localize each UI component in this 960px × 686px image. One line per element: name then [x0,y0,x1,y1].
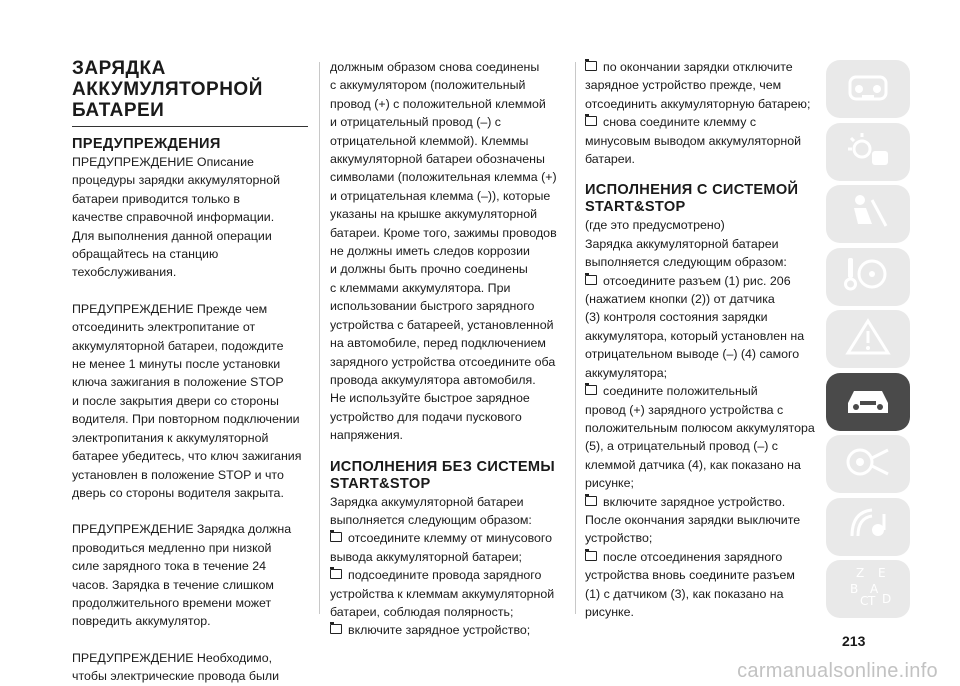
page-number: 213 [842,633,866,649]
text-line: аккумулятора, который установлен на [585,328,805,343]
car-dashboard-icon [842,65,894,114]
text-line: устройства к клеммам аккумуляторной [330,586,555,601]
bullet-item [585,113,823,168]
bullet-icon [585,116,597,126]
index-letter: B [850,581,859,596]
text-line: отрицательном выводе (–) (4) самого [585,347,800,362]
bullet-item [330,529,566,566]
text-line: по окончании зарядки отключите [603,60,793,74]
text-line: снова соедините клемму с [603,115,757,130]
text-line: процедуры зарядки аккумуляторной [72,173,281,188]
text-line: Зарядка аккумуляторной батареи [330,494,524,509]
bullet-item [330,566,566,621]
text-line: рисунке; [585,476,634,491]
index-letter: D [882,591,892,606]
text-line: ПРЕДУПРЕЖДЕНИЕ Необходимо, [72,650,273,665]
text-line: и отрицательная клемма (–)), которые [330,188,551,203]
text-line: аккумуляторной батареи обозначены [330,152,545,167]
bullet-item [585,548,823,622]
text-line: повредить аккумулятор. [72,614,211,629]
chapter-tab[interactable] [826,248,910,306]
index-letter: Z [856,565,865,580]
index-letter: T [868,593,876,608]
text-line: напряжения. [330,428,404,443]
text-line: батарее убедитесь, что ключ зажигания [72,449,302,464]
chapter-tab[interactable] [826,498,910,556]
text-line: отсоединить электропитание от [72,320,256,335]
text-line: БАТАРЕИ [72,100,165,121]
text-line: указаны на крышке аккумуляторной [330,207,538,222]
text-line: ЗАРЯДКА [72,58,166,79]
text-line: ключа зажигания в положение STOP [72,375,284,390]
chapter-tab[interactable] [826,123,910,181]
warning-paragraph [72,300,308,502]
text-line: должным образом снова соединены [330,60,540,74]
text-line: и отрицательный провод (–) с [330,115,502,130]
bullet-icon [585,551,597,561]
text-line: (5), а отрицательный провод (–) с [585,439,779,454]
text-line: зарядного устройства отсоедините оба [330,354,556,369]
index-letter: A [870,581,879,596]
bullet-item [585,58,823,113]
text-line: Зарядка аккумуляторной батареи [585,236,779,251]
text-line: Не используйте быстрое зарядное [330,391,530,406]
text-line: провода аккумулятора автомобиля. [330,372,536,387]
text-line: после отсоединения зарядного [603,549,783,564]
chapter-tab[interactable] [826,185,910,243]
text-line: минусовым выводом аккумуляторной [585,133,802,148]
text-line: не должны иметь следов коррозии [330,244,530,259]
text-line: часов. Зарядка в течение слишком [72,577,274,592]
text-line: выполняется следующим образом: [330,512,532,527]
watermark: carmanualsonline.info [737,660,938,682]
text-line: ПРЕДУПРЕЖДЕНИЕ Зарядка должна [72,522,292,537]
text-line: батареи. Кроме того, зажимы проводов [330,225,557,240]
warning-lights-icon [842,127,894,176]
text-line: провод (+) зарядного устройства с [585,402,784,417]
text-line: устройства с батареей, установленной [330,317,554,332]
text-line: качестве справочной информации. [72,210,275,225]
chapter-tab[interactable] [826,310,910,368]
bullet-icon [330,624,342,634]
column-right [585,58,823,621]
text-line: (нажатием кнопки (2)) от датчика [585,292,775,307]
text-line: ПРЕДУПРЕЖДЕНИЕ Прежде чем [72,301,268,316]
text-line: отрицательной клеммой). Клеммы [330,133,529,148]
text-line: ПРЕДУПРЕЖДЕНИЕ Описание [72,155,254,169]
text-line: и должны быть прочно соединены [330,262,528,277]
warning-paragraph [72,649,308,686]
text-line: устройство для подачи пускового [330,409,522,424]
text-line: электропитания к аккумуляторной [72,430,269,445]
text-line: батареи приводится только в [72,191,240,206]
index-letter: E [878,565,886,580]
section-heading-no-startstop [330,459,566,493]
bullet-icon [585,61,597,71]
text-line: включите зарядное устройство. [603,494,786,509]
text-line: Для выполнения данной операции [72,228,272,243]
text-line: батареи, соблюдая полярность; [330,604,514,619]
text-line: чтобы электрические провода были [72,669,280,684]
text-line: отсоединить аккумуляторную батарею; [585,96,811,111]
text-line: аккумулятора; [585,365,668,380]
text-line: техобслуживания. [72,265,177,280]
section-title [72,58,308,121]
title-rule [72,126,308,127]
text-line: устройства вновь соедините разъем [585,568,795,583]
text-line: символами (положительная клемма (+) [330,170,557,185]
emergency-triangle-icon [842,315,894,364]
warning-paragraph [72,520,308,630]
text-line: на автомобиле, перед подключением [330,336,546,351]
text-line: (1) с датчиком (3), как показано на [585,586,784,601]
text-line: ИСПОЛНЕНИЯ БЕЗ СИСТЕМЫ [330,458,555,475]
car-service-icon [842,377,894,426]
intro-paragraph [585,235,823,272]
alphabetical-index-icon [842,565,894,614]
bullet-icon [585,496,597,506]
chapter-tab[interactable] [826,373,910,431]
text-line: водителя. При повторном подключении [72,412,300,427]
text-line: провод (+) с положительной клеммой [330,96,546,111]
column-middle [330,58,566,640]
chapter-tab[interactable] [826,60,910,118]
text-line: ИСПОЛНЕНИЯ С СИСТЕМОЙ [585,182,799,199]
text-line: устройство; [585,531,653,546]
text-line: включите зарядное устройство; [348,623,531,638]
index-letter: C [860,593,869,608]
text-line: с аккумулятором (положительный [330,78,526,93]
chapter-tabs-sidebar [826,60,910,616]
text-line: обращайтесь на станцию [72,247,219,262]
column-divider [319,62,320,614]
text-line: отсоедините разъем (1) рис. 206 [603,273,791,288]
text-line: дверь со стороны водителя закрыта. [72,485,284,500]
technical-data-icon [842,440,894,489]
text-line: установлен в положение STOP и что [72,467,284,482]
text-line: После окончания зарядки выключите [585,512,801,527]
intro-paragraph [330,493,566,530]
text-line: отсоедините клемму от минусового [348,531,553,546]
text-line: АККУМУЛЯТОРНОЙ [72,79,263,100]
text-line: продолжительного времени может [72,595,272,610]
text-line: (3) контроля состояния зарядки [585,310,768,325]
text-line: положительным полюсом аккумулятора [585,420,815,435]
section-heading-startstop [585,182,823,216]
warning-paragraph [72,153,308,282]
chapter-tab[interactable] [826,435,910,493]
body-paragraph [330,58,566,445]
text-line: силе зарядного тока в течение 24 [72,559,266,574]
text-line: соедините положительный [603,384,758,399]
text-line: START&STOP [330,475,431,492]
text-line: рисунке. [585,604,634,619]
text-line: не менее 1 минуты после установки [72,357,281,372]
text-line: проводиться медленно при низкой [72,540,272,555]
column-divider [575,62,576,614]
chapter-tab[interactable] [826,560,910,618]
text-line: и после закрытия двери со стороны [72,393,279,408]
text-line: клеммой датчика (4), как показано на [585,457,801,472]
text-line: подсоедините провода зарядного [348,568,542,583]
bullet-item [330,621,566,639]
bullet-icon [585,385,597,395]
text-line: аккумуляторной батареи, подождите [72,338,284,353]
seat-safety-icon [842,190,894,239]
text-line: использовании быстрого зарядного [330,299,535,314]
bullet-icon [330,532,342,542]
steering-key-icon [842,252,894,301]
text-line: вывода аккумуляторной батареи; [330,549,522,564]
subtitle: (где это предусмотрено) [585,218,725,233]
warnings-heading: ПРЕДУПРЕЖДЕНИЯ [72,136,221,152]
column-left [72,58,308,686]
multimedia-icon [842,502,894,551]
text-line: выполняется следующим образом: [585,255,787,270]
text-line: зарядное устройство прежде, чем [585,78,782,93]
bullet-item [585,382,823,492]
bullet-item [585,493,823,548]
text-line: батареи. [585,152,636,167]
bullet-item [585,272,823,382]
bullet-icon [330,569,342,579]
bullet-icon [585,275,597,285]
text-line: START&STOP [585,199,686,216]
text-line: с клеммами аккумулятора. При [330,280,511,295]
